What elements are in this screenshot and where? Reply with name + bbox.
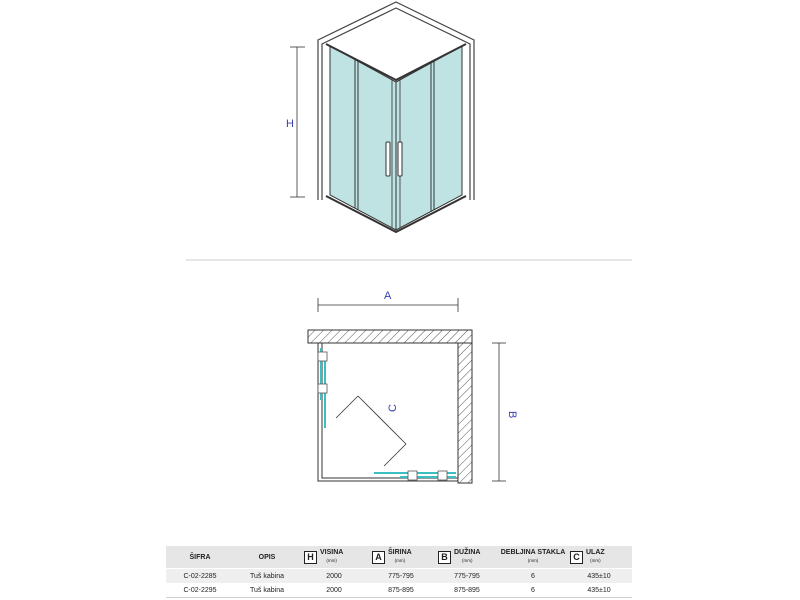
length-box-icon: B [438,551,451,564]
table-row [166,583,632,598]
plan-view [308,298,506,483]
width-box-icon: A [372,551,385,564]
depth-label: B [506,411,518,419]
table-row [166,569,632,584]
entry-box-icon: C [570,551,583,564]
spec-table [166,546,632,598]
cell-width: 775-795 [368,569,434,584]
header-entry-unit: (mm) [590,558,601,563]
header-width [368,546,434,569]
bottom-glass-panels [374,471,456,480]
glass-panels [326,44,466,232]
cell-description: Tuš kabina [234,583,300,598]
width-label: A [384,290,392,302]
header-width-label: ŠIRINA [388,549,412,556]
header-length-label: DUŽINA [454,549,481,556]
cell-width: 875-895 [368,583,434,598]
header-height [300,546,368,569]
header-glass-label: DEBLJINA STAKLA [500,549,566,556]
header-glass [500,546,566,569]
cell-glass: 6 [500,583,566,598]
table-header-row [166,546,632,569]
header-description: OPIS [234,546,300,569]
header-height-unit: (mm) [326,558,337,563]
depth-dimension-line [492,343,506,481]
cell-length: 775-795 [434,569,500,584]
cell-entry: 435±10 [566,569,632,584]
height-box-icon: H [304,551,317,564]
header-length-unit: (mm) [461,558,473,563]
header-entry-label: ULAZ [586,549,605,556]
cell-code: C-02-2295 [166,583,234,598]
height-label: H [286,118,294,130]
header-glass-unit: (mm) [527,558,539,563]
cell-length: 875-895 [434,583,500,598]
cell-code: C-02-2285 [166,569,234,584]
cell-glass: 6 [500,569,566,584]
cell-height: 2000 [300,583,368,598]
header-length [434,546,500,569]
header-width-unit: (mm) [394,558,406,563]
entry-label: C [387,404,399,412]
header-height-label: VISINA [320,549,344,556]
cell-height: 2000 [300,569,368,584]
header-entry [566,546,632,569]
cell-entry: 435±10 [566,583,632,598]
wall-right-hatch [458,343,472,483]
header-code: ŠIFRA [166,546,234,569]
cell-description: Tuš kabina [234,569,300,584]
wall-top-hatch [308,330,472,343]
